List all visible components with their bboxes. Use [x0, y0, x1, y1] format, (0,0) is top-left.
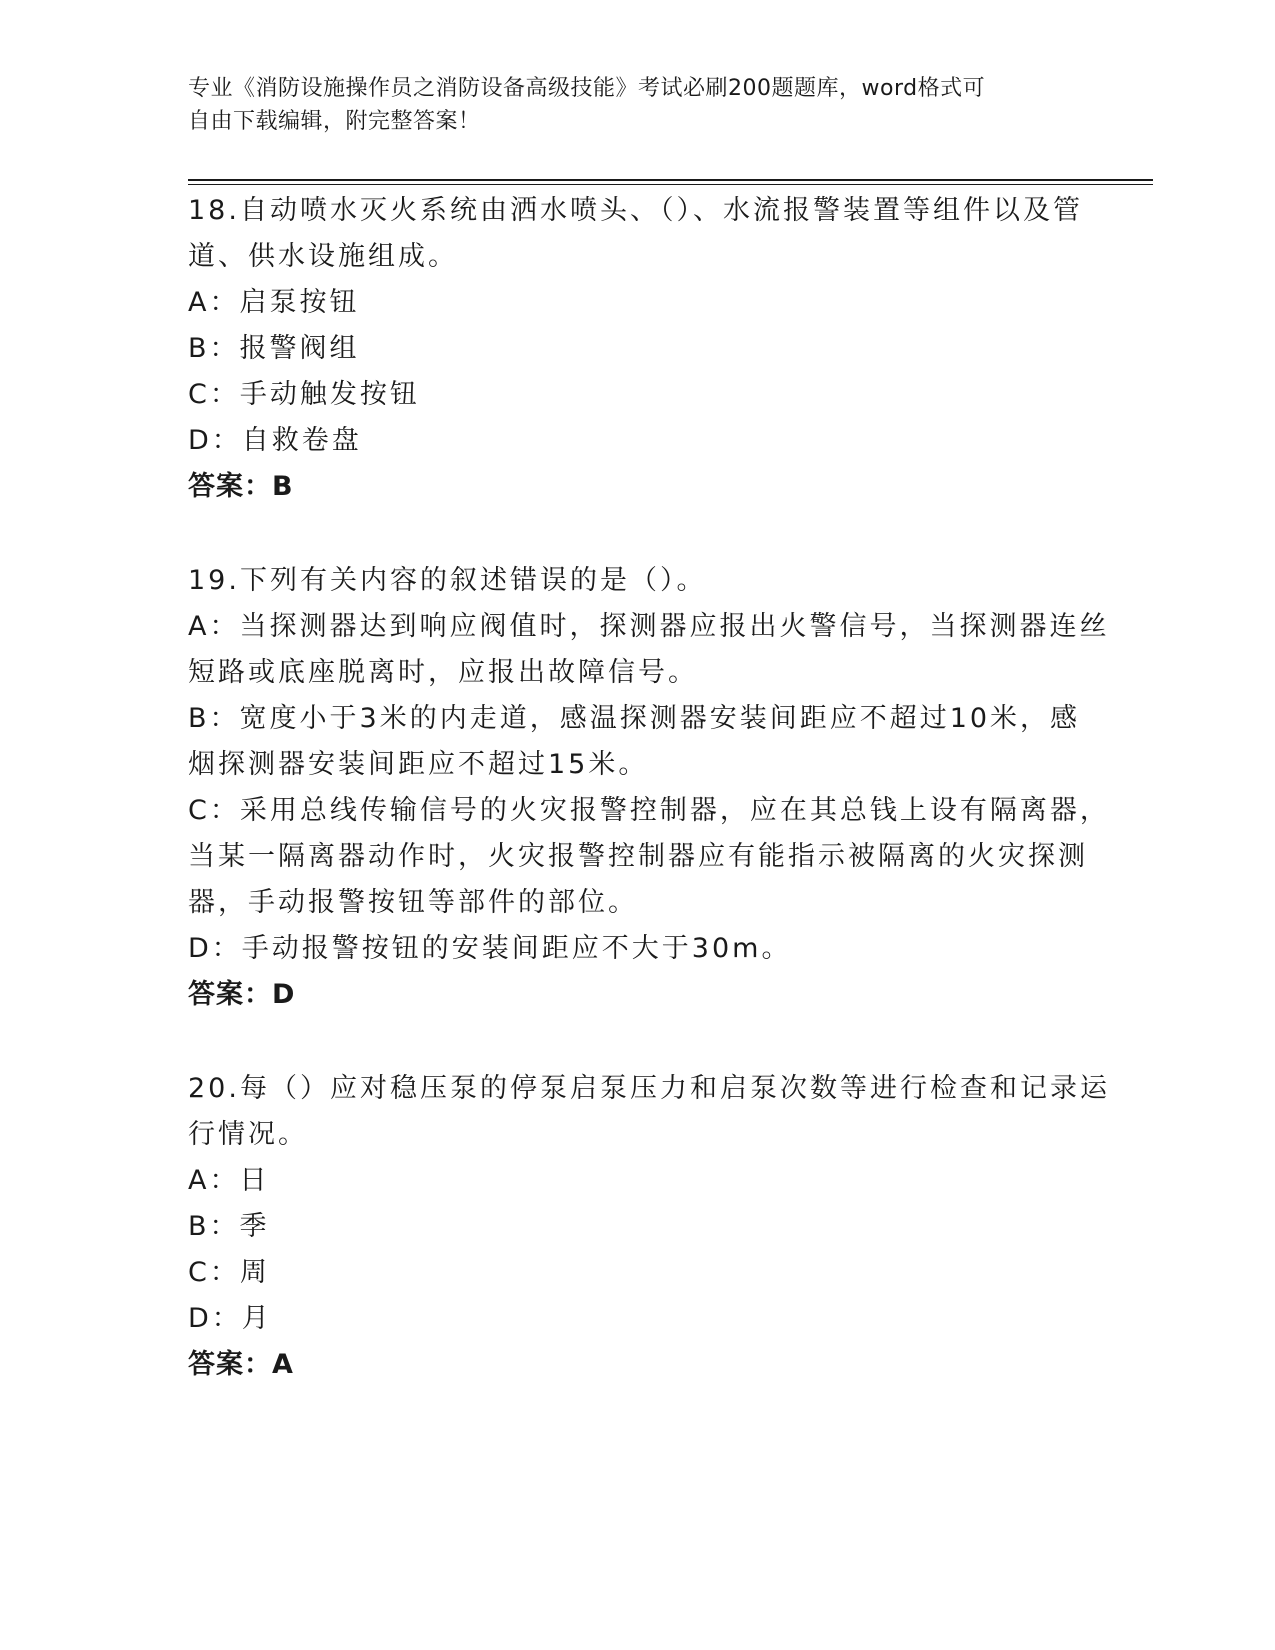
option-c-continued: 器，手动报警按钮等部件的部位。: [188, 887, 638, 918]
question-18: [188, 188, 1088, 510]
option-b: B：季: [188, 1211, 270, 1242]
answer-line: 答案：D: [188, 979, 296, 1010]
option-d: D：月: [188, 1303, 272, 1334]
header-divider-thin: [188, 184, 1153, 185]
question-stem-line: 19.下列有关内容的叙述错误的是（）。: [188, 565, 707, 596]
option-b-continued: 烟探测器安装间距应不超过15米。: [188, 749, 649, 780]
question-stem-line: 18.自动喷水灭火系统由洒水喷头、（）、水流报警装置等组件以及管: [188, 195, 1083, 226]
question-stem-line: 20.每（）应对稳压泵的停泵启泵压力和启泵次数等进行检查和记录运: [188, 1073, 1110, 1104]
document-header: [188, 72, 1088, 138]
question-stem-line: 道、供水设施组成。: [188, 241, 458, 272]
option-d: D：手动报警按钮的安装间距应不大于30m。: [188, 933, 792, 964]
header-divider-thick: [188, 179, 1153, 181]
question-stem-line: 行情况。: [188, 1119, 308, 1150]
option-a: A：当探测器达到响应阀值时，探测器应报出火警信号，当探测器连丝: [188, 611, 1110, 642]
option-a: A：日: [188, 1165, 270, 1196]
answer-line: 答案：A: [188, 1349, 294, 1380]
option-a: A：启泵按钮: [188, 287, 360, 318]
option-c: C：手动触发按钮: [188, 379, 420, 410]
header-line-1: 专业《消防设施操作员之消防设备高级技能》考试必刷200题题库，word格式可: [188, 76, 986, 101]
question-19: [188, 558, 1110, 1018]
header-line-2: 自由下载编辑，附完整答案！: [188, 109, 481, 134]
option-d: D：自救卷盘: [188, 425, 362, 456]
option-c: C：采用总线传输信号的火灾报警控制器，应在其总钱上设有隔离器，: [188, 795, 1110, 826]
answer-line: 答案：B: [188, 471, 294, 502]
option-b: B：宽度小于3米的内走道，感温探测器安装间距应不超过10米，感: [188, 703, 1081, 734]
option-b: B：报警阀组: [188, 333, 360, 364]
option-a-continued: 短路或底座脱离时，应报出故障信号。: [188, 657, 698, 688]
question-20: [188, 1066, 1110, 1388]
option-c: C：周: [188, 1257, 270, 1288]
question-list: [188, 188, 1110, 1436]
option-c-continued: 当某一隔离器动作时，火灾报警控制器应有能指示被隔离的火灾探测: [188, 841, 1088, 872]
